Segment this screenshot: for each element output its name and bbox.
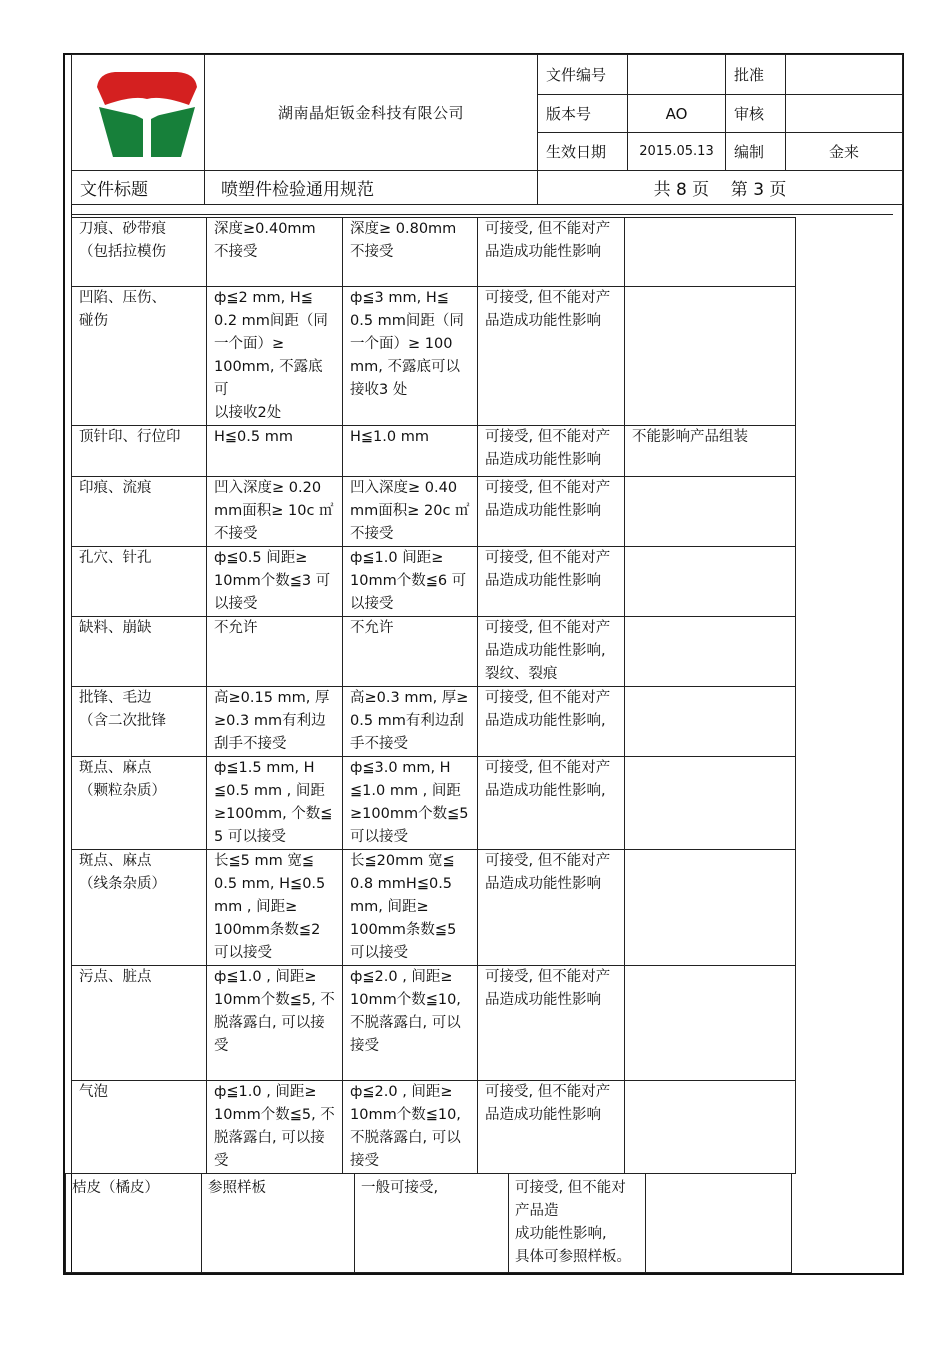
remark-cell [625,687,796,757]
doc-no-label: 文件编号 [538,55,628,95]
criteria-c-cell: 可接受, 但不能对产 品造成功能性影响 [478,547,625,617]
criteria-b-cell: 不允许 [343,617,478,687]
effective-date-label: 生效日期 [538,133,628,171]
doc-no-value [628,55,726,95]
defect-name-cell: 刀痕、砂带痕 （包括拉模伤 [72,218,207,287]
defect-name-cell: 缺料、崩缺 [72,617,207,687]
criteria-c-cell: 可接受, 但不能对产 品造成功能性影响 [478,426,625,477]
table-row [72,687,796,757]
criteria-a-cell: 深度≥0.40mm 不接受 [207,218,343,287]
table-row [72,547,796,617]
remark-cell [625,218,796,287]
criteria-b-cell: H≦1.0 mm [343,426,478,477]
criteria-c-cell: 可接受, 但不能对产 品造成功能性影响, [478,757,625,850]
document-header [71,54,903,205]
criteria-c-cell: 可接受, 但不能对产 品造成功能性影响 [478,287,625,426]
approve-value [786,55,903,95]
criteria-c-cell: 可接受, 但不能对产 品造成功能性影响 [478,218,625,287]
title-label: 文件标题 [72,171,205,205]
criteria-a-cell: ф≦2 mm, H≦ 0.2 mm间距（同 一个面）≥ 100mm, 不露底可 以接收2处 [207,287,343,426]
defect-name-cell: 凹陷、压伤、 碰伤 [72,287,207,426]
criteria-b-cell: 凹入深度≥ 0.40 mm面积≥ 20c ㎡ 不接受 [343,477,478,547]
criteria-a-cell: 长≦5 mm 宽≦ 0.5 mm, H≦0.5 mm , 间距≥ 100mm条数≦2 可以接受 [207,850,343,966]
criteria-a-cell: 凹入深度≥ 0.20 mm面积≥ 10c ㎡ 不接受 [207,477,343,547]
criteria-c-cell: 可接受, 但不能对产 品造成功能性影响 [478,1081,625,1174]
criteria-a-cell: ф≦1.0 , 间距≥ 10mm个数≦5, 不 脱落露白, 可以接 受 [207,1081,343,1174]
criteria-b-cell: 长≦20mm 宽≦ 0.8 mmH≦0.5 mm, 间距≥ 100mm条数≦5 可以接受 [343,850,478,966]
criteria-b-cell: ф≦2.0 , 间距≥ 10mm个数≦10, 不脱落露白, 可以 接受 [343,1081,478,1174]
title-value: 喷塑件检验通用规范 [205,171,538,205]
defect-name-cell: 顶针印、行位印 [72,426,207,477]
criteria-a-cell: 不允许 [207,617,343,687]
divider-line [71,214,893,215]
table-row [72,617,796,687]
remark-cell [625,850,796,966]
defect-name-cell: 孔穴、针孔 [72,547,207,617]
remark-cell: 不能影响产品组装 [625,426,796,477]
criteria-a-cell: 参照样板 [202,1174,355,1273]
criteria-b-cell: ф≦1.0 间距≥ 10mm个数≦6 可 以接受 [343,547,478,617]
defect-name-cell: 桔皮（橘皮） [66,1174,202,1273]
remark-cell [625,1081,796,1174]
remark-cell [625,547,796,617]
criteria-a-cell: 高≥0.15 mm, 厚 ≥0.3 mm有利边 刮手不接受 [207,687,343,757]
table-row [72,287,796,426]
approve-label: 批准 [726,55,786,95]
criteria-a-cell: ф≦1.0 , 间距≥ 10mm个数≦5, 不 脱落露白, 可以接 受 [207,966,343,1081]
author-value: 金来 [786,133,903,171]
review-value [786,95,903,133]
table-row [72,966,796,1081]
defect-name-cell: 批锋、毛边 （含二次批锋 [72,687,207,757]
remark-cell [625,617,796,687]
table-row [72,757,796,850]
orange-peel-table [65,1173,792,1273]
table-row [72,850,796,966]
table-row [72,426,796,477]
author-label: 编制 [726,133,786,171]
inspection-table [71,217,796,1174]
criteria-b-cell: ф≦3 mm, H≦ 0.5 mm间距（同 一个面）≥ 100 mm, 不露底可以 接收3 处 [343,287,478,426]
remark-cell [625,287,796,426]
logo-cell [72,55,205,171]
criteria-a-cell: ф≦0.5 间距≥ 10mm个数≦3 可 以接受 [207,547,343,617]
criteria-c-cell: 可接受, 但不能对产 品造成功能性影响 [478,850,625,966]
table-row [72,477,796,547]
table-row [72,1081,796,1174]
defect-name-cell: 斑点、麻点 （线条杂质） [72,850,207,966]
criteria-c-cell: 可接受, 但不能对产 品造成功能性影响, 裂纹、裂痕 [478,617,625,687]
remark-cell [625,757,796,850]
criteria-c-cell: 可接受, 但不能对产 品造成功能性影响 [478,966,625,1081]
criteria-a-cell: H≦0.5 mm [207,426,343,477]
criteria-c-cell: 可接受, 但不能对 产品造 成功能性影响, 具体可参照样板。 [509,1174,646,1273]
remark-cell [625,477,796,547]
criteria-c-cell: 可接受, 但不能对产 品造成功能性影响 [478,477,625,547]
defect-name-cell: 污点、脏点 [72,966,207,1081]
criteria-b-cell: 深度≥ 0.80mm 不接受 [343,218,478,287]
version-label: 版本号 [538,95,628,133]
review-label: 审核 [726,95,786,133]
company-logo-icon [91,69,203,161]
effective-date-value: 2015.05.13 [628,133,726,171]
remark-cell [625,966,796,1081]
criteria-a-cell: ф≦1.5 mm, H ≦0.5 mm , 间距 ≥100mm, 个数≦ 5 可以接受 [207,757,343,850]
criteria-b-cell: ф≦2.0 , 间距≥ 10mm个数≦10, 不脱落露白, 可以 接受 [343,966,478,1081]
defect-name-cell: 气泡 [72,1081,207,1174]
defect-name-cell: 斑点、麻点 （颗粒杂质） [72,757,207,850]
table-row [72,218,796,287]
criteria-b-cell: 高≥0.3 mm, 厚≥ 0.5 mm有利边刮 手不接受 [343,687,478,757]
version-value: AO [628,95,726,133]
criteria-c-cell: 可接受, 但不能对产 品造成功能性影响, [478,687,625,757]
page-info: 共 8 页 第 3 页 [538,171,903,205]
criteria-b-cell: ф≦3.0 mm, H ≦1.0 mm , 间距 ≥100mm个数≦5 可以接受 [343,757,478,850]
criteria-b-cell: 一般可接受, [355,1174,509,1273]
defect-name-cell: 印痕、流痕 [72,477,207,547]
company-name: 湖南晶炬钣金科技有限公司 [205,55,538,171]
table-row [66,1174,792,1273]
remark-cell [646,1174,792,1273]
